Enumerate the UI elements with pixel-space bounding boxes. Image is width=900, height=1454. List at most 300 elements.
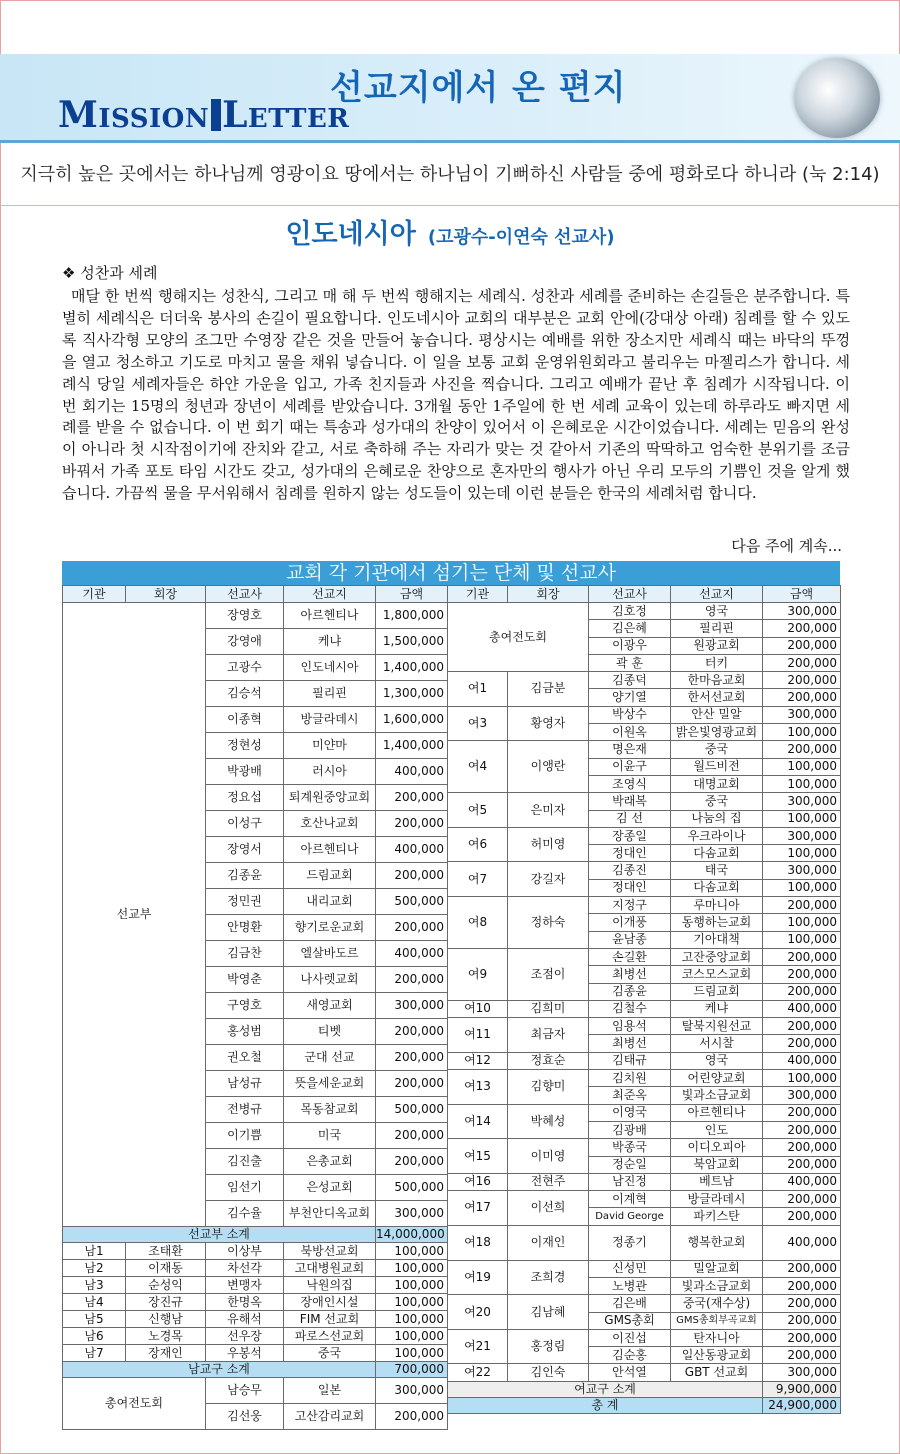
field-cell: 일산동광교회: [671, 1347, 763, 1364]
missionary-cell: 김치원: [589, 1070, 671, 1087]
amount-cell: 100,000: [763, 914, 841, 931]
missionary-cell: 정대인: [589, 879, 671, 896]
table-row: [448, 741, 841, 758]
grand-total-amount: 24,900,000: [763, 1397, 841, 1413]
amount-cell: 200,000: [376, 811, 448, 837]
table-row: [448, 1364, 841, 1381]
field-cell: 태국: [671, 862, 763, 879]
amount-cell: 200,000: [763, 654, 841, 671]
amount-cell: 200,000: [763, 637, 841, 654]
table-row: [63, 603, 448, 629]
amount-cell: 100,000: [763, 810, 841, 827]
field-cell: 영국: [671, 603, 763, 620]
missionary-cell: 정대인: [589, 845, 671, 862]
column-header: 선교지: [671, 586, 763, 603]
amount-cell: 200,000: [376, 1123, 448, 1149]
missionary-cell: 최준옥: [589, 1087, 671, 1104]
org-cell: 여12: [448, 1052, 508, 1069]
amount-cell: 100,000: [376, 1260, 448, 1277]
amount-cell: 400,000: [763, 1225, 841, 1260]
column-header: 선교사: [206, 586, 284, 603]
missionary-cell: 차선각: [206, 1260, 284, 1277]
field-cell: 인도네시아: [284, 655, 376, 681]
amount-cell: 200,000: [763, 966, 841, 983]
table-row: [448, 1000, 841, 1017]
org-cell: 여5: [448, 793, 508, 828]
table-row: [63, 1294, 448, 1311]
table-row: [448, 1139, 841, 1156]
table-row: [63, 1378, 448, 1404]
divider: [0, 205, 900, 206]
field-cell: 북방선교회: [284, 1243, 376, 1260]
field-cell: 탄자니아: [671, 1329, 763, 1346]
table-row: [448, 1295, 841, 1312]
chair-cell: 조희경: [508, 1260, 589, 1295]
field-cell: 코스모스교회: [671, 966, 763, 983]
field-cell: 엘살바도르: [284, 941, 376, 967]
field-cell: 낙원의집: [284, 1277, 376, 1294]
missionary-cell: 이개풍: [589, 914, 671, 931]
field-cell: 다솜교회: [671, 845, 763, 862]
missionary-cell: 김진출: [206, 1149, 284, 1175]
table-row: [448, 706, 841, 723]
table-row: [448, 1018, 841, 1035]
missionary-cell: 박종국: [589, 1139, 671, 1156]
amount-cell: 200,000: [763, 620, 841, 637]
column-header: 선교지: [284, 586, 376, 603]
field-cell: 미국: [284, 1123, 376, 1149]
missionary-cell: 장영서: [206, 837, 284, 863]
org-cell: 남7: [63, 1345, 126, 1362]
field-cell: 부천안디옥교회: [284, 1201, 376, 1227]
subtotal-label: 여교구 소계: [448, 1381, 763, 1397]
amount-cell: 200,000: [763, 897, 841, 914]
table-row: [448, 948, 841, 965]
amount-cell: 200,000: [763, 983, 841, 1000]
org-cell: 남3: [63, 1277, 126, 1294]
table-row: [448, 862, 841, 879]
amount-cell: 400,000: [763, 1173, 841, 1190]
field-cell: 방글라데시: [284, 707, 376, 733]
missionary-cell: 김철수: [589, 1000, 671, 1017]
field-cell: 탈북지원선교: [671, 1018, 763, 1035]
org-cell: 여18: [448, 1225, 508, 1260]
amount-cell: 200,000: [376, 915, 448, 941]
field-cell: 빛과소금교회: [671, 1087, 763, 1104]
missionary-cell: 변맹자: [206, 1277, 284, 1294]
org-cell: 여10: [448, 1000, 508, 1017]
amount-cell: 1,800,000: [376, 603, 448, 629]
org-cell: 여15: [448, 1139, 508, 1174]
missionary-cell: 임용석: [589, 1018, 671, 1035]
missionary-cell: 장종일: [589, 827, 671, 844]
bible-verse: 지극히 높은 곳에서는 하나님께 영광이요 땅에서는 하나님이 기뻐하신 사람들 중에 평화로다 하니라 (눅 2:14): [20, 164, 880, 185]
missionary-cell: 남성규: [206, 1071, 284, 1097]
field-cell: GBT 선교회: [671, 1364, 763, 1381]
table-row: [448, 793, 841, 810]
amount-cell: 100,000: [376, 1345, 448, 1362]
amount-cell: 200,000: [763, 1191, 841, 1208]
amount-cell: 200,000: [763, 1295, 841, 1312]
amount-cell: 200,000: [763, 1312, 841, 1329]
subtotal-label: 남교구 소계: [63, 1362, 376, 1378]
missionary-cell: 정종기: [589, 1225, 671, 1260]
org-cell: 선교부: [63, 603, 206, 1227]
amount-cell: 200,000: [763, 1121, 841, 1138]
column-header: 기관: [448, 586, 508, 603]
org-cell: 여22: [448, 1364, 508, 1381]
field-cell: 북암교회: [671, 1156, 763, 1173]
table-title: 교회 각 기관에서 섬기는 단체 및 선교사: [62, 561, 840, 585]
chair-cell: 정하숙: [508, 897, 589, 949]
field-cell: 아르헨티나: [671, 1104, 763, 1121]
country-name: 인도네시아: [285, 219, 416, 250]
field-cell: 은성교회: [284, 1175, 376, 1201]
chair-cell: 조점이: [508, 948, 589, 1000]
amount-cell: 200,000: [763, 1104, 841, 1121]
field-cell: 나눔의 집: [671, 810, 763, 827]
field-cell: 아르헨티나: [284, 603, 376, 629]
amount-cell: 100,000: [376, 1243, 448, 1260]
missionary-cell: 노병관: [589, 1277, 671, 1294]
chair-cell: 조태환: [126, 1243, 206, 1260]
missionary-cell: 안명환: [206, 915, 284, 941]
amount-cell: 100,000: [763, 845, 841, 862]
column-header: 기관: [63, 586, 126, 603]
field-cell: 한서선교회: [671, 689, 763, 706]
amount-cell: 200,000: [763, 1208, 841, 1225]
field-cell: 퇴계원중앙교회: [284, 785, 376, 811]
missionary-cell: 정순일: [589, 1156, 671, 1173]
missionary-cell: 양기열: [589, 689, 671, 706]
right-support-table: [447, 585, 841, 1414]
subtotal-amount: 9,900,000: [763, 1381, 841, 1397]
amount-cell: 400,000: [376, 941, 448, 967]
missionary-cell: 조영식: [589, 775, 671, 792]
table-row: [63, 1260, 448, 1277]
chair-cell: 김희미: [508, 1000, 589, 1017]
org-cell: 여17: [448, 1191, 508, 1226]
continued-note: 다음 주에 계속...: [731, 537, 842, 555]
missionary-cell: 홍성범: [206, 1019, 284, 1045]
table-row: [448, 827, 841, 844]
field-cell: 중국: [671, 793, 763, 810]
chair-cell: 이재동: [126, 1260, 206, 1277]
amount-cell: 200,000: [376, 1045, 448, 1071]
field-cell: 기아대책: [671, 931, 763, 948]
amount-cell: 400,000: [763, 1052, 841, 1069]
missionary-cell: 이계혁: [589, 1191, 671, 1208]
field-cell: 뜻을세운교회: [284, 1071, 376, 1097]
missionary-cell: 권오철: [206, 1045, 284, 1071]
header-rule: [0, 140, 900, 143]
field-cell: 대명교회: [671, 775, 763, 792]
field-cell: 영국: [671, 1052, 763, 1069]
missionary-cell: 김종덕: [589, 672, 671, 689]
missionary-cell: 한명옥: [206, 1294, 284, 1311]
amount-cell: 100,000: [763, 775, 841, 792]
chair-cell: 허미영: [508, 827, 589, 862]
field-cell: 한마음교회: [671, 672, 763, 689]
field-cell: 필리핀: [284, 681, 376, 707]
missionary-cell: 손길환: [589, 948, 671, 965]
globe-icon: [794, 58, 880, 138]
table-row: [448, 586, 841, 603]
org-cell: 총여전도회: [448, 603, 589, 672]
missionary-cell: 박상수: [589, 706, 671, 723]
field-cell: 케냐: [284, 629, 376, 655]
chair-cell: 황영자: [508, 706, 589, 741]
page-title: 선교지에서 온 편지: [330, 68, 627, 108]
field-cell: 드림교회: [284, 863, 376, 889]
table-row: [63, 1243, 448, 1260]
field-cell: FIM 선교회: [284, 1311, 376, 1328]
chair-cell: 홍정림: [508, 1329, 589, 1364]
field-cell: 빛과소금교회: [671, 1277, 763, 1294]
amount-cell: 300,000: [763, 827, 841, 844]
table-row: [448, 1191, 841, 1208]
missionary-cell: 강영애: [206, 629, 284, 655]
amount-cell: 400,000: [376, 759, 448, 785]
field-cell: 안산 밀알: [671, 706, 763, 723]
chair-cell: 전현주: [508, 1173, 589, 1190]
amount-cell: 200,000: [763, 672, 841, 689]
missionary-cell: 김승석: [206, 681, 284, 707]
amount-cell: 200,000: [763, 1035, 841, 1052]
field-cell: 은총교회: [284, 1149, 376, 1175]
chair-cell: 노경목: [126, 1328, 206, 1345]
column-header: 회장: [126, 586, 206, 603]
subtotal-amount: 700,000: [376, 1362, 448, 1378]
amount-cell: 1,400,000: [376, 655, 448, 681]
amount-cell: 200,000: [763, 1277, 841, 1294]
amount-cell: 100,000: [763, 879, 841, 896]
missionary-cell: 신성민: [589, 1260, 671, 1277]
field-cell: 월드비전: [671, 758, 763, 775]
chair-cell: 김금분: [508, 672, 589, 707]
amount-cell: 300,000: [763, 1364, 841, 1381]
missionary-cell: 윤남종: [589, 931, 671, 948]
missionary-cell: 김호정: [589, 603, 671, 620]
amount-cell: 300,000: [763, 793, 841, 810]
chair-cell: 이재인: [508, 1225, 589, 1260]
column-header: 선교사: [589, 586, 671, 603]
org-cell: 남2: [63, 1260, 126, 1277]
table-row: [448, 1052, 841, 1069]
missionary-cell: 김수율: [206, 1201, 284, 1227]
org-cell: 여4: [448, 741, 508, 793]
amount-cell: 200,000: [376, 967, 448, 993]
chair-cell: 박혜성: [508, 1104, 589, 1139]
field-cell: 파키스탄: [671, 1208, 763, 1225]
amount-cell: 200,000: [763, 741, 841, 758]
org-cell: 여21: [448, 1329, 508, 1364]
table-row: [63, 1362, 448, 1378]
field-cell: 미얀마: [284, 733, 376, 759]
amount-cell: 1,600,000: [376, 707, 448, 733]
amount-cell: 300,000: [763, 603, 841, 620]
field-cell: 동행하는교회: [671, 914, 763, 931]
letter-body: 매달 한 번씩 행해지는 성찬식, 그리고 매 해 두 번씩 행해지는 세례식. 성찬과 세례를 준비하는 손길들은 분주합니다. 특별히 세례식은 더더욱 봉사의 손길이 필요합니다. 인도네시아 교회의 대부분은 교회 안에(강대상 아래) 침례를 할 수 있도록 직사각형 모양의 조그만 수영장 같은 것을 만들어 놓습니다. 평상시는 예배를 위한 장소지만 세례식 때는 바닥의 뚜껑을 열고 청소하고 기도로 마치고 물을 채워 넣습니다. 이 일을 보통 교회 운영위원회라고 불리우는 마젤리스가 합니다. 세례식 당일 세례자들은 하얀 가운을 입고, 가족 친지들과 사진을 찍습니다. 그리고 예배가 끝난 후 침례가 시작됩니다. 이 번 회기는 15명의 청년과 장년이 세례를 받았습니다. 3개월 동안 1주일에 한 번 세례 교육이 있는데 하루라도 빠지면 세례를 받을 수 없습니다. 이 번 회기 때는 특송과 성가대의 찬양이 있어서 이 은혜로운 시간이었습니다. 세례는 믿음의 완성이 아니라 첫 시작점이기에 잔치와 같고, 서로 축하해 주는 자리가 맞는 것 같아서 기존의 딱딱하고 엄숙한 분위기를 조금 바꿔서 가족 포토 타임 시간도 갖고, 성가대의 은혜로운 찬양으로 혼자만의 행사가 아닌 우리 모두의 기쁨인 것을 알게 했습니다. 가끔씩 물을 무서워해서 침례를 원하지 않는 성도들이 있는데 이런 분들은 한국의 세례처럼 합니다.: [62, 287, 850, 503]
amount-cell: 200,000: [763, 689, 841, 706]
org-cell: 여14: [448, 1104, 508, 1139]
field-cell: 루마니아: [671, 897, 763, 914]
amount-cell: 200,000: [376, 863, 448, 889]
missionary-cell: 남진정: [589, 1173, 671, 1190]
missionary-cell: 우봉석: [206, 1345, 284, 1362]
missionary-cell: 정민권: [206, 889, 284, 915]
left-support-table: [62, 585, 448, 1430]
amount-cell: 100,000: [763, 724, 841, 741]
amount-cell: 200,000: [763, 1260, 841, 1277]
table-row: [63, 1227, 448, 1243]
field-cell: 내리교회: [284, 889, 376, 915]
field-cell: GMS총회부곡교회: [671, 1312, 763, 1329]
mission-letter-logo: MISSION LETTER: [58, 94, 350, 136]
org-cell: 여6: [448, 827, 508, 862]
field-cell: 다솜교회: [671, 879, 763, 896]
subtotal-amount: 14,000,000: [376, 1227, 448, 1243]
amount-cell: 500,000: [376, 1097, 448, 1123]
missionary-cell: 이윤구: [589, 758, 671, 775]
column-header: 회장: [508, 586, 589, 603]
field-cell: 원광교회: [671, 637, 763, 654]
missionary-cell: 박래복: [589, 793, 671, 810]
field-cell: 아르헨티나: [284, 837, 376, 863]
missionary-cell: 전병규: [206, 1097, 284, 1123]
field-cell: 러시아: [284, 759, 376, 785]
missionary-cell: 정현성: [206, 733, 284, 759]
amount-cell: 300,000: [763, 706, 841, 723]
amount-cell: 200,000: [376, 785, 448, 811]
amount-cell: 500,000: [376, 1175, 448, 1201]
chair-cell: 최금자: [508, 1018, 589, 1053]
org-cell: 여19: [448, 1260, 508, 1295]
org-cell: 여20: [448, 1295, 508, 1330]
column-header: 금액: [376, 586, 448, 603]
org-cell: 여8: [448, 897, 508, 949]
table-row: [448, 1225, 841, 1260]
missionary-cell: 이영국: [589, 1104, 671, 1121]
section-title: ❖ 성찬과 세례: [62, 264, 158, 282]
missionary-cell: 최병선: [589, 1035, 671, 1052]
missionary-cell: 박광배: [206, 759, 284, 785]
missionary-cell: 안석열: [589, 1364, 671, 1381]
table-row: [63, 586, 448, 603]
missionary-cell: 김선웅: [206, 1404, 284, 1430]
table-row: [448, 1173, 841, 1190]
grand-total-label: 총 계: [448, 1397, 763, 1413]
field-cell: 중국: [671, 741, 763, 758]
org-cell: 여7: [448, 862, 508, 897]
missionary-cell: 이상부: [206, 1243, 284, 1260]
org-cell: 남6: [63, 1328, 126, 1345]
chair-cell: 강길자: [508, 862, 589, 897]
field-cell: 드림교회: [671, 983, 763, 1000]
amount-cell: 300,000: [376, 993, 448, 1019]
org-cell: 남5: [63, 1311, 126, 1328]
table-row: [448, 1381, 841, 1397]
missionary-cell: 김 선: [589, 810, 671, 827]
amount-cell: 100,000: [376, 1311, 448, 1328]
missionary-cell: GMS총회: [589, 1312, 671, 1329]
chair-cell: 순성익: [126, 1277, 206, 1294]
subtotal-label: 선교부 소계: [63, 1227, 376, 1243]
org-cell: 여1: [448, 672, 508, 707]
missionary-cell: 김은혜: [589, 620, 671, 637]
chair-cell: 정효순: [508, 1052, 589, 1069]
chair-cell: 김향미: [508, 1070, 589, 1105]
amount-cell: 200,000: [763, 1156, 841, 1173]
table-row: [448, 897, 841, 914]
chair-cell: 이선희: [508, 1191, 589, 1226]
chair-cell: 장재인: [126, 1345, 206, 1362]
field-cell: 고잔중앙교회: [671, 948, 763, 965]
field-cell: 중국: [284, 1345, 376, 1362]
field-cell: 중국(재수상): [671, 1295, 763, 1312]
amount-cell: 100,000: [763, 758, 841, 775]
chair-cell: 김남혜: [508, 1295, 589, 1330]
table-row: [448, 1329, 841, 1346]
chair-cell: 이미영: [508, 1139, 589, 1174]
field-cell: 이디오피아: [671, 1139, 763, 1156]
missionary-names: (고광수-이연숙 선교사): [427, 227, 615, 248]
field-cell: 우크라이나: [671, 827, 763, 844]
missionary-cell: 유해석: [206, 1311, 284, 1328]
org-cell: 여11: [448, 1018, 508, 1053]
field-cell: 행복한교회: [671, 1225, 763, 1260]
field-cell: 케냐: [671, 1000, 763, 1017]
amount-cell: 1,400,000: [376, 733, 448, 759]
amount-cell: 100,000: [376, 1328, 448, 1345]
org-cell: 여9: [448, 948, 508, 1000]
field-cell: 새영교회: [284, 993, 376, 1019]
missionary-cell: 임선기: [206, 1175, 284, 1201]
missionary-cell: 이진섭: [589, 1329, 671, 1346]
missionary-cell: 이원옥: [589, 724, 671, 741]
amount-cell: 200,000: [376, 1404, 448, 1430]
field-cell: 군대 선교: [284, 1045, 376, 1071]
missionary-cell: 김태규: [589, 1052, 671, 1069]
org-cell: 여13: [448, 1070, 508, 1105]
missionary-cell: 김종진: [589, 862, 671, 879]
missionary-cell: 정요섭: [206, 785, 284, 811]
amount-cell: 200,000: [763, 1018, 841, 1035]
amount-cell: 100,000: [376, 1277, 448, 1294]
missionary-cell: 김순홍: [589, 1347, 671, 1364]
org-cell: 남4: [63, 1294, 126, 1311]
missionary-cell: 남승무: [206, 1378, 284, 1404]
org-cell: 남1: [63, 1243, 126, 1260]
field-cell: 필리핀: [671, 620, 763, 637]
amount-cell: 1,500,000: [376, 629, 448, 655]
field-cell: 밀알교회: [671, 1260, 763, 1277]
amount-cell: 1,300,000: [376, 681, 448, 707]
org-cell: 여16: [448, 1173, 508, 1190]
missionary-cell: 선우장: [206, 1328, 284, 1345]
table-row: [448, 1397, 841, 1413]
amount-cell: 300,000: [763, 1087, 841, 1104]
amount-cell: 200,000: [376, 1019, 448, 1045]
missionary-cell: 김종윤: [206, 863, 284, 889]
field-cell: 장애인시설: [284, 1294, 376, 1311]
field-cell: 방글라데시: [671, 1191, 763, 1208]
table-row: [448, 603, 841, 620]
org-cell: 여3: [448, 706, 508, 741]
missionary-cell: 이광우: [589, 637, 671, 654]
chair-cell: 은미자: [508, 793, 589, 828]
table-row: [63, 1277, 448, 1294]
